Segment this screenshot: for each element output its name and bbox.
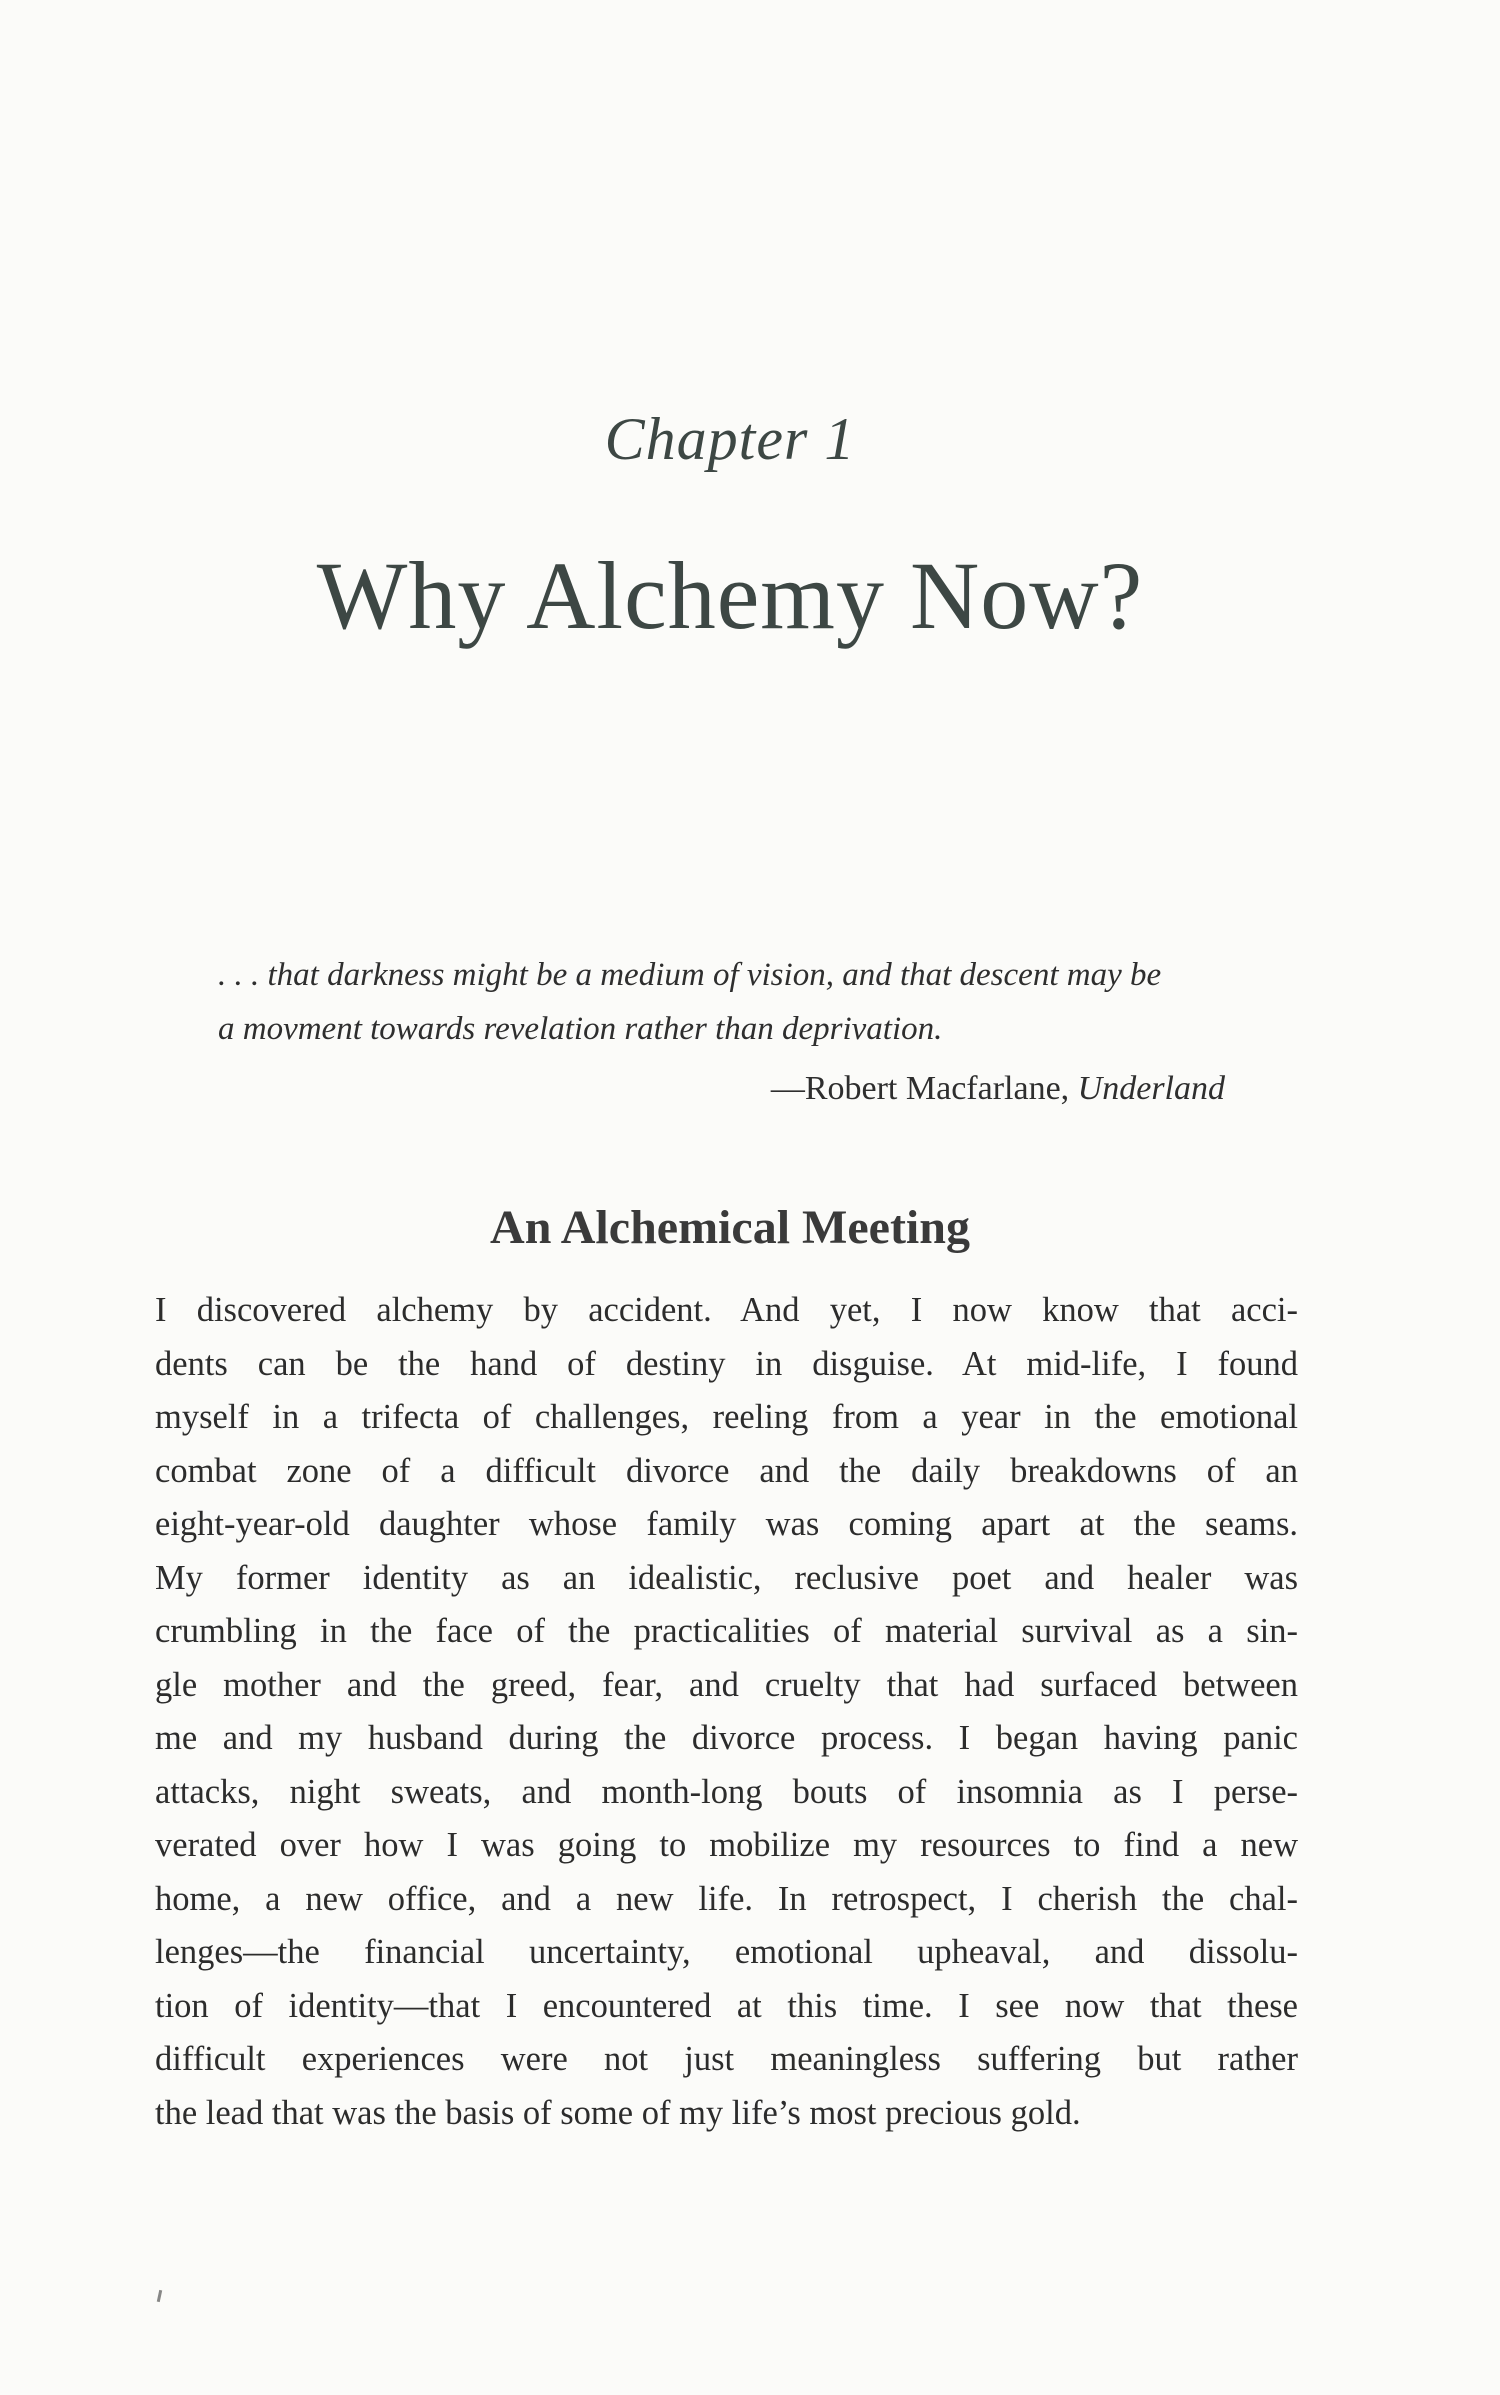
paragraph-line: tion of identity—that I encountered at this time. I see now that these [155, 1986, 1298, 2025]
paragraph-line: gle mother and the greed, fear, and cruelty that had surfaced between [155, 1665, 1298, 1704]
paragraph-line: attacks, night sweats, and month-long bouts of insomnia as I perse- [155, 1772, 1298, 1811]
body-paragraph [155, 1284, 1298, 2140]
epigraph-attribution [771, 1070, 1225, 1108]
paragraph-line: me and my husband during the divorce process. I began having panic [155, 1719, 1298, 1757]
paragraph-line: home, a new office, and a new life. In retrospect, I cherish the chal- [155, 1879, 1298, 1918]
chapter-label: Chapter 1 [604, 406, 856, 472]
paragraph-line: verated over how I was going to mobilize my resources to find a new [155, 1826, 1298, 1864]
paragraph-line: crumbling in the face of the practicalities of material survival as a sin- [155, 1612, 1298, 1650]
epigraph-line: a movment towards revelation rather than deprivation. [218, 1011, 943, 1047]
paragraph-line: combat zone of a difficult divorce and the daily breakdowns of an [155, 1451, 1298, 1490]
paragraph-line: dents can be the hand of destiny in disguise. At mid-life, I found [155, 1344, 1298, 1383]
paragraph-line: lenges—the financial uncertainty, emotional upheaval, and dissolu- [155, 1933, 1298, 1971]
chapter-title: Why Alchemy Now? [316, 542, 1144, 649]
paragraph-line: eight-year-old daughter whose family was coming apart at the seams. [155, 1505, 1298, 1543]
section-heading: An Alchemical Meeting [490, 1201, 970, 1254]
epigraph [218, 948, 1238, 1056]
paragraph-line: My former identity as an idealistic, reclusive poet and healer was [155, 1558, 1298, 1597]
paragraph-line: myself in a trifecta of challenges, reeling from a year in the emotional [155, 1398, 1298, 1436]
scan-speck [157, 2290, 162, 2302]
paragraph-line: difficult experiences were not just meaningless suffering but rather [155, 2040, 1298, 2078]
attribution-work: Underland [1077, 1070, 1225, 1107]
paragraph-line: the lead that was the basis of some of my life’s most precious gold. [155, 2093, 1081, 2132]
epigraph-line: . . . that darkness might be a medium of vision, and that descent may be [218, 957, 1162, 993]
attribution-author: —Robert Macfarlane, [770, 1070, 1078, 1107]
paragraph-line: I discovered alchemy by accident. And yet, I now know that acci- [155, 1291, 1298, 1329]
